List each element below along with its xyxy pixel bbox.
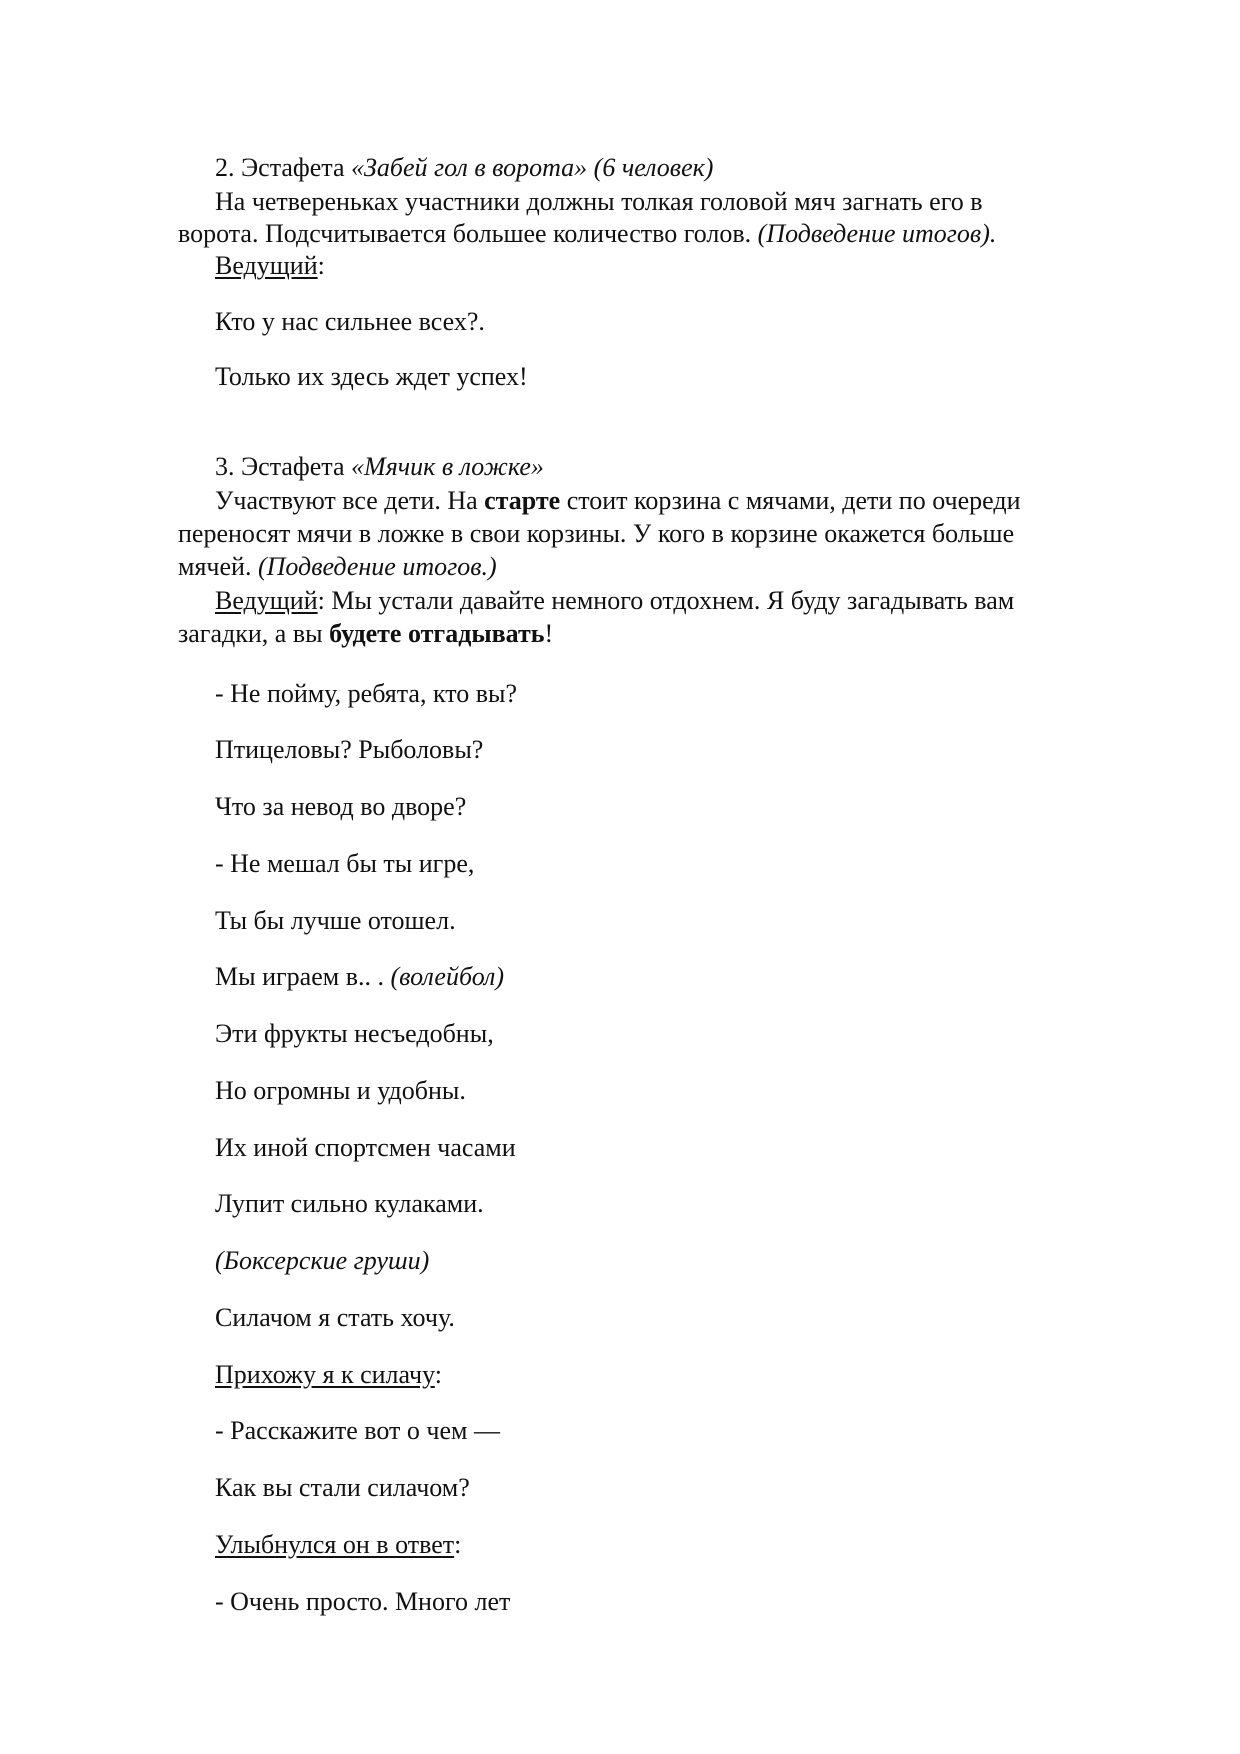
riddle3-line4: Как вы стали силачом? — [215, 1473, 470, 1502]
riddle3-line5 — [215, 1529, 461, 1561]
relay2-desc-line2 — [178, 218, 996, 250]
relay3-desc-line2: переносят мячи в ложке в свои корзины. У кого в корзине окажется больше — [178, 519, 1015, 548]
relay2-title-italic: «Забей гол в ворота» (6 человек) — [351, 153, 714, 182]
relay2-verse-line2: Только их здесь ждет успех! — [215, 362, 528, 391]
relay2-host-label: Ведущий — [215, 251, 318, 280]
relay3-host2-end: ! — [544, 619, 554, 648]
riddle1-line3: Что за невод во дворе? — [215, 792, 467, 821]
riddle2-line3: Их иной спортсмен часами — [215, 1133, 516, 1162]
relay2-title-text: 2. Эстафета — [215, 153, 352, 182]
relay2-verse-line1: Кто у нас сильнее всех?. — [215, 307, 485, 336]
riddle2-answer — [215, 1245, 429, 1277]
riddle2-line1: Эти фрукты несъедобны, — [215, 1019, 494, 1048]
riddle2-line2: Но огромны и удобны. — [215, 1076, 466, 1105]
relay3-desc3-text: мячей. — [178, 552, 258, 581]
riddle1-line1: - Не пойму, ребята, кто вы? — [215, 679, 518, 708]
riddle1-line6 — [215, 961, 504, 993]
riddle3-line5-colon: : — [454, 1530, 462, 1559]
riddle1-line5: Ты бы лучше отошел. — [215, 906, 456, 935]
relay2-desc-text: ворота. Подсчитывается большее количество голов. — [178, 219, 758, 248]
relay3-desc-a: Участвуют все дети. На — [215, 486, 485, 515]
relay3-desc-line1 — [215, 485, 1020, 517]
relay3-summary-note: (Подведение итогов.) — [257, 552, 497, 581]
riddle3-line3: - Расскажите вот о чем — — [215, 1416, 500, 1445]
relay2-desc-line1: На четвереньках участники должны толкая головой мяч загнать его в — [215, 187, 983, 216]
riddle3-line5-underlined: Улыбнулся он в ответ — [215, 1530, 455, 1559]
relay3-host-line — [215, 585, 1014, 617]
riddle1-last-text: Мы играем в.. . — [215, 962, 391, 991]
riddle3-line2 — [215, 1359, 442, 1391]
riddle3-line1: Силачом я стать хочу. — [215, 1303, 455, 1332]
riddle1-line2: Птицеловы? Рыболовы? — [215, 735, 484, 764]
relay2-host-colon: : — [317, 251, 325, 280]
relay2-summary-note: (Подведение итогов). — [757, 219, 997, 248]
relay2-title — [215, 152, 713, 184]
riddle3-line2-underlined: Прихожу я к силачу — [215, 1360, 435, 1389]
riddle1-answer: (волейбол) — [390, 962, 505, 991]
relay3-desc-b: стоит корзина с мячами, дети по очереди — [560, 486, 1021, 515]
riddle2-line4: Лупит сильно кулаками. — [215, 1189, 484, 1218]
relay3-host2-bold: будете отгадывать — [329, 619, 545, 648]
relay3-title-italic: «Мячик в ложке» — [351, 452, 544, 481]
relay3-host-speech: : Мы устали давайте немного отдохнем. Я буду загадывать вам — [317, 586, 1015, 615]
relay3-title-text: 3. Эстафета — [215, 452, 352, 481]
relay3-host-label: Ведущий — [215, 586, 318, 615]
riddle1-line4: - Не мешал бы ты игре, — [215, 849, 475, 878]
riddle2-answer-text: (Боксерские груши) — [215, 1246, 430, 1275]
relay2-host-line — [215, 250, 325, 282]
relay3-desc-bold: старте — [484, 486, 561, 515]
relay3-host2-text: загадки, а вы — [178, 619, 330, 648]
relay3-title — [215, 451, 544, 483]
riddle3-line2-colon: : — [434, 1360, 443, 1389]
relay3-desc-line3 — [178, 551, 497, 583]
relay3-host-line2 — [178, 618, 553, 650]
riddle3-line6: - Очень просто. Много лет — [215, 1587, 511, 1616]
